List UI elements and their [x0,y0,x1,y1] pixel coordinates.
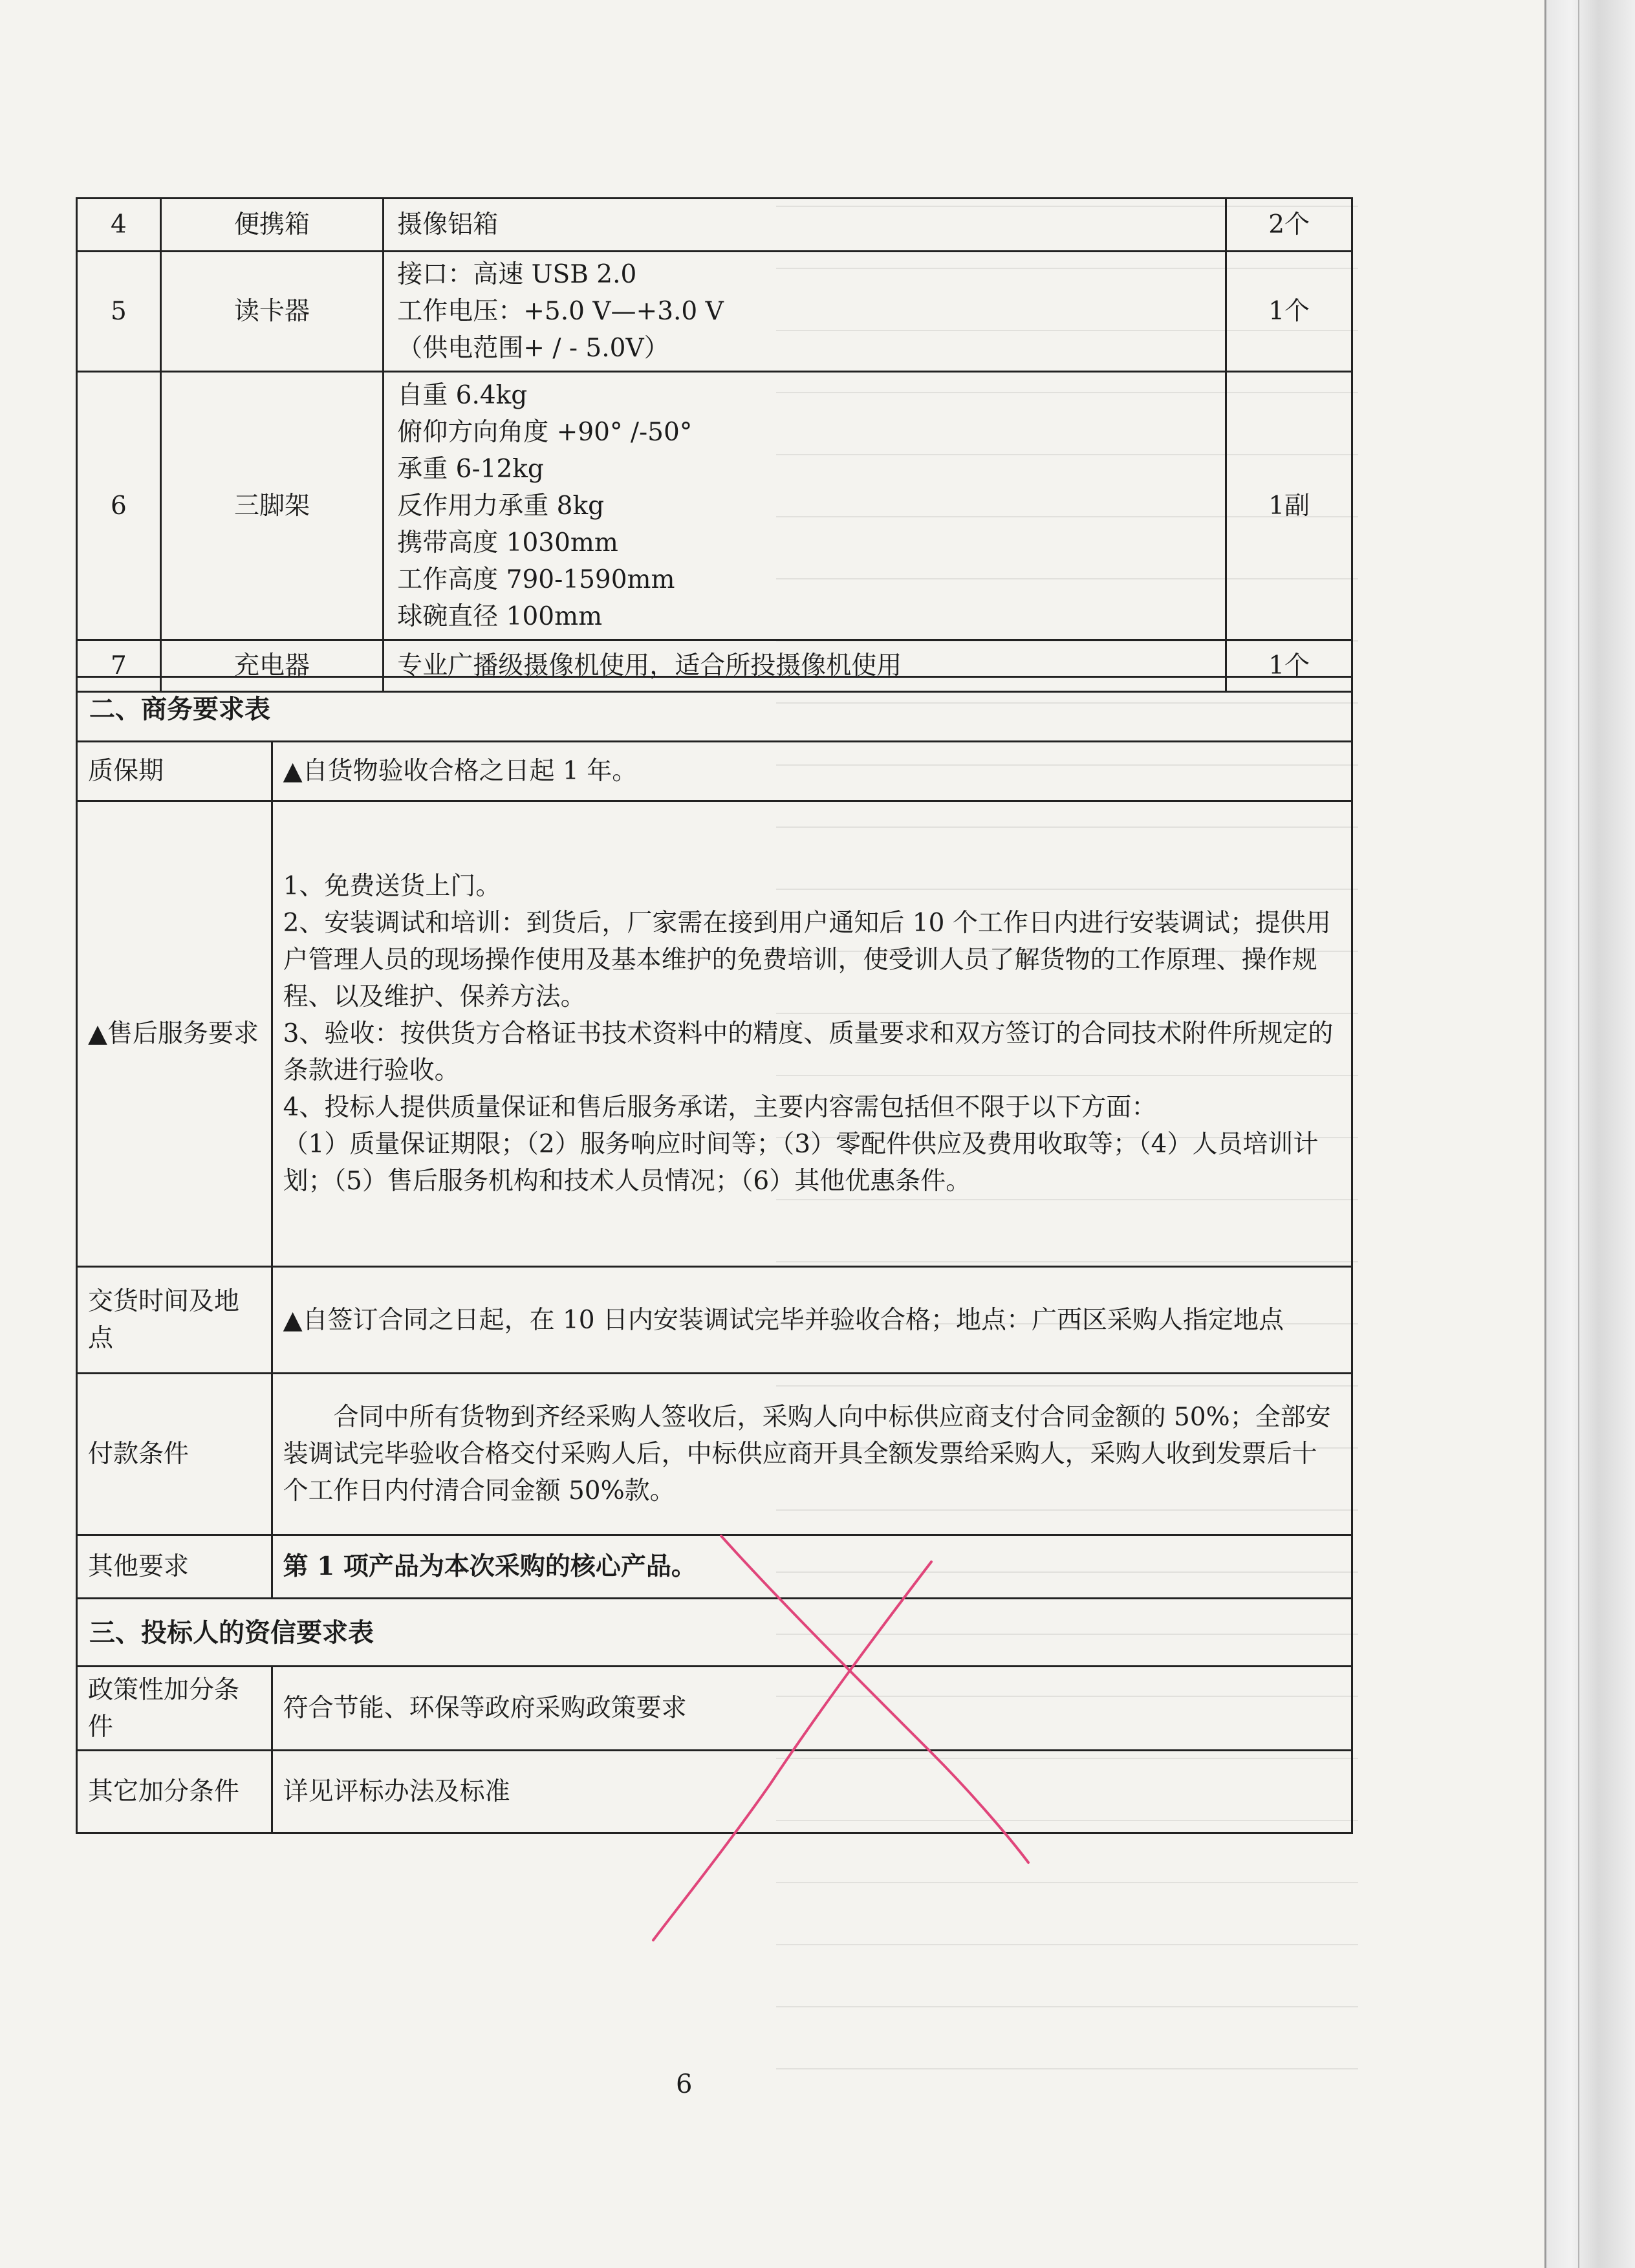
spec-line: 接口：高速 USB 2.0 [397,260,637,289]
spec-line: 自重 6.4kg [397,380,528,410]
item-number: 6 [77,372,161,640]
other-bonus-label: 其它加分条件 [77,1751,272,1833]
item-quantity: 1个 [1226,640,1352,692]
other-requirements-value: 第 1 项产品为本次采购的核心产品。 [272,1535,1352,1599]
item-number: 4 [77,199,161,252]
delivery-value: ▲自签订合同之日起，在 10 日内安装调试完毕并验收合格；地点：广西区采购人指定地点 [272,1267,1352,1374]
spec-line: 工作高度 790-1590mm [397,565,675,594]
qualification-section-title: 三、投标人的资信要求表 [77,1599,1352,1667]
other-requirements-label: 其他要求 [77,1535,272,1599]
item-number: 7 [77,640,161,692]
spec-line: （供电范围+ / - 5.0V） [397,334,669,363]
item-quantity: 1个 [1226,252,1352,372]
payment-label: 付款条件 [77,1374,272,1535]
business-section-title: 二、商务要求表 [77,677,1352,742]
item-quantity: 1副 [1226,372,1352,640]
payment-value: 合同中所有货物到齐经采购人签收后，采购人向中标供应商支付合同金额的 50%；全部安装调试完毕验收合格交付采购人后，中标供应商开具全额发票给采购人，采购人收到发票后十个工作日内付清合同金额 50%款。 [272,1374,1352,1535]
after-sales-item: 1、免费送货上门。 [283,872,501,901]
after-sales-item: （1）质量保证期限；（2）服务响应时间等；（3）零配件供应及费用收取等；（4）人员培训计划；（5）售后服务机构和技术人员情况；（6）其他优惠条件。 [283,1130,1319,1196]
spec-line: 专业广播级摄像机使用，适合所投摄像机使用 [397,651,902,680]
item-quantity: 2个 [1226,199,1352,252]
item-name: 充电器 [160,640,383,692]
spec-line: 携带高度 1030mm [397,528,618,557]
item-name: 读卡器 [160,252,383,372]
spec-line: 俯仰方向角度 +90° /-50° [397,417,693,447]
after-sales-item: 3、验收：按供货方合格证书技术资料中的精度、质量要求和双方签订的合同技术附件所规定的条款进行验收。 [283,1019,1334,1085]
policy-bonus-label: 政策性加分条件 [77,1667,272,1751]
after-sales-item: 2、安装调试和培训：到货后，厂家需在接到用户通知后 10 个工作日内进行安装调试；提供用户管理人员的现场操作使用及基本维护的免费培训，使受训人员了解货物的工作原理、操作规程、以及维护、保养方法。 [283,909,1331,1011]
after-sales-label: ▲售后服务要求 [77,801,272,1267]
spec-line: 承重 6-12kg [397,454,544,484]
spec-line: 球碗直径 100mm [397,601,603,631]
spec-line: 工作电压：+5.0 V—+3.0 V [397,297,724,326]
spec-line: 摄像铝箱 [397,210,499,239]
page-number: 6 [676,2069,693,2099]
other-bonus-value: 详见评标办法及标准 [272,1751,1352,1833]
policy-bonus-value: 符合节能、环保等政府采购政策要求 [272,1667,1352,1751]
item-name: 三脚架 [160,372,383,640]
item-name: 便携箱 [160,199,383,252]
delivery-label: 交货时间及地点 [77,1267,272,1374]
spec-line: 反作用力承重 8kg [397,491,605,521]
warranty-label: 质保期 [77,742,272,801]
item-number: 5 [77,252,161,372]
after-sales-item: 4、投标人提供质量保证和售后服务承诺，主要内容需包括但不限于以下方面： [283,1093,1157,1122]
warranty-value: ▲自货物验收合格之日起 1 年。 [272,742,1352,801]
